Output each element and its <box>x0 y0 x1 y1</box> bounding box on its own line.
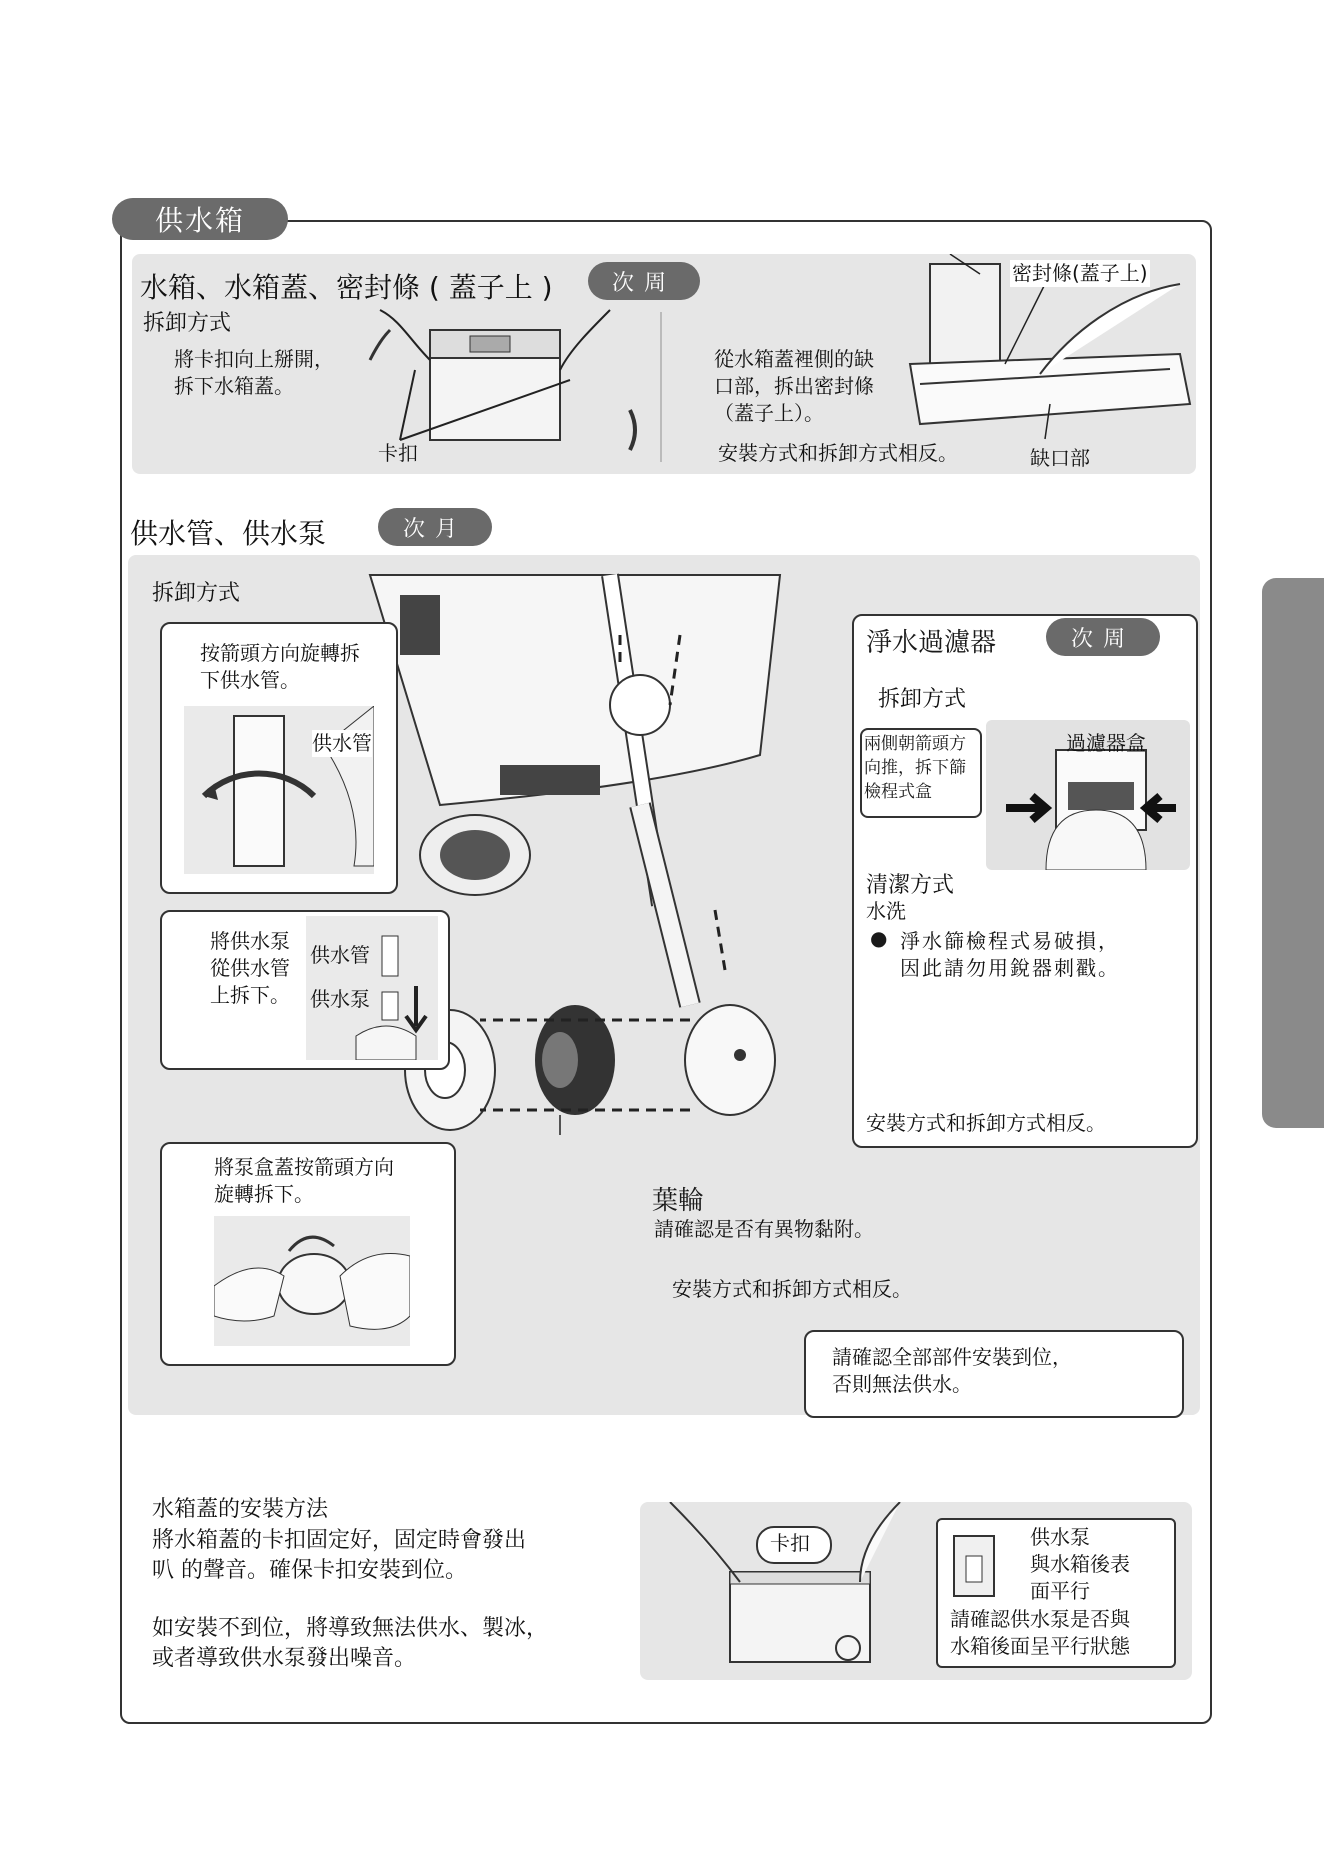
filter-clean-method: 水洗 <box>866 899 906 923</box>
section1-step1-text: 將卡扣向上掰開， 拆下水箱蓋。 <box>174 347 334 398</box>
notch-label: 缺口部 <box>1030 446 1090 470</box>
filter-box-label: 過濾器盒 <box>1066 731 1146 755</box>
section1-step2-text: 從水箱蓋裡側的缺 口部，拆出密封條 （蓋子上）。 <box>714 347 874 425</box>
filter-reverse-note: 安裝方式和拆卸方式相反。 <box>866 1111 1106 1135</box>
filter-title: 淨水過濾器 <box>866 628 997 658</box>
filter-subtitle: 拆卸方式 <box>878 687 967 712</box>
box3-text: 將泵盒蓋按箭頭方向 旋轉拆下。 <box>214 1155 394 1206</box>
section2-subtitle: 拆卸方式 <box>152 581 241 606</box>
install-text: 將水箱蓋的卡扣固定好，固定時會發出 叭 的聲音。確保卡扣安裝到位。 <box>152 1528 527 1583</box>
install-title: 水箱蓋的安裝方法 <box>152 1497 329 1522</box>
section1-clip-label: 卡扣 <box>378 441 418 465</box>
section1-subtitle: 拆卸方式 <box>143 311 232 336</box>
filter-bullet-text: 淨水篩檢程式易破損， 因此請勿用銳器刺戳。 <box>900 929 1120 980</box>
filter-callout: 兩側朝箭頭方 向推，拆下篩 檢程式盒 <box>864 734 966 802</box>
box1-pipe-label: 供水管 <box>312 731 372 755</box>
impeller-text: 請確認是否有異物黏附。 <box>654 1217 874 1241</box>
section2-title: 供水管、供水泵 <box>130 517 327 550</box>
bullet-icon: ● <box>870 926 888 950</box>
section1-title: 水箱、水箱蓋、密封條 ( 蓋子上 ) <box>140 271 553 304</box>
pump-detail-icon <box>944 1526 1008 1606</box>
box3-cover-photo <box>214 1216 410 1346</box>
section2-badge: 次月 <box>378 508 492 546</box>
filter-badge: 次周 <box>1046 618 1160 656</box>
section1-badge: 次周 <box>588 262 700 300</box>
pump-check-text: 請確認供水泵是否與 水箱後面呈平行狀態 <box>950 1607 1130 1658</box>
section1-divider <box>660 312 662 462</box>
confirm-text: 請確認全部部件安裝到位， 否則無法供水。 <box>832 1345 1072 1396</box>
filter-clean-title: 清潔方式 <box>866 873 955 898</box>
section2-reverse-note: 安裝方式和拆卸方式相反。 <box>672 1277 912 1301</box>
seal-label: 密封條(蓋子上) <box>1012 261 1148 285</box>
box1-text: 按箭頭方向旋轉拆 下供水管。 <box>200 641 360 692</box>
pump-parallel-label: 供水泵 與水箱後表 面平行 <box>1030 1525 1130 1603</box>
box2-pipe-label: 供水管 <box>310 943 370 967</box>
box2-text: 將供水泵 從供水管 上拆下。 <box>210 929 290 1007</box>
side-index-tab <box>1262 578 1324 1128</box>
box2-pump-label: 供水泵 <box>310 987 370 1011</box>
impeller-title: 葉輪 <box>652 1186 705 1216</box>
section1-reverse-note: 安裝方式和拆卸方式相反。 <box>718 441 958 465</box>
install-warning: 如安裝不到位，將導致無法供水、製冰， 或者導致供水泵發出噪音。 <box>152 1616 549 1671</box>
tank-lid-illustration <box>360 300 660 470</box>
bottom-clip-label: 卡扣 <box>770 1531 810 1555</box>
section-tab: 供水箱 <box>112 198 288 240</box>
